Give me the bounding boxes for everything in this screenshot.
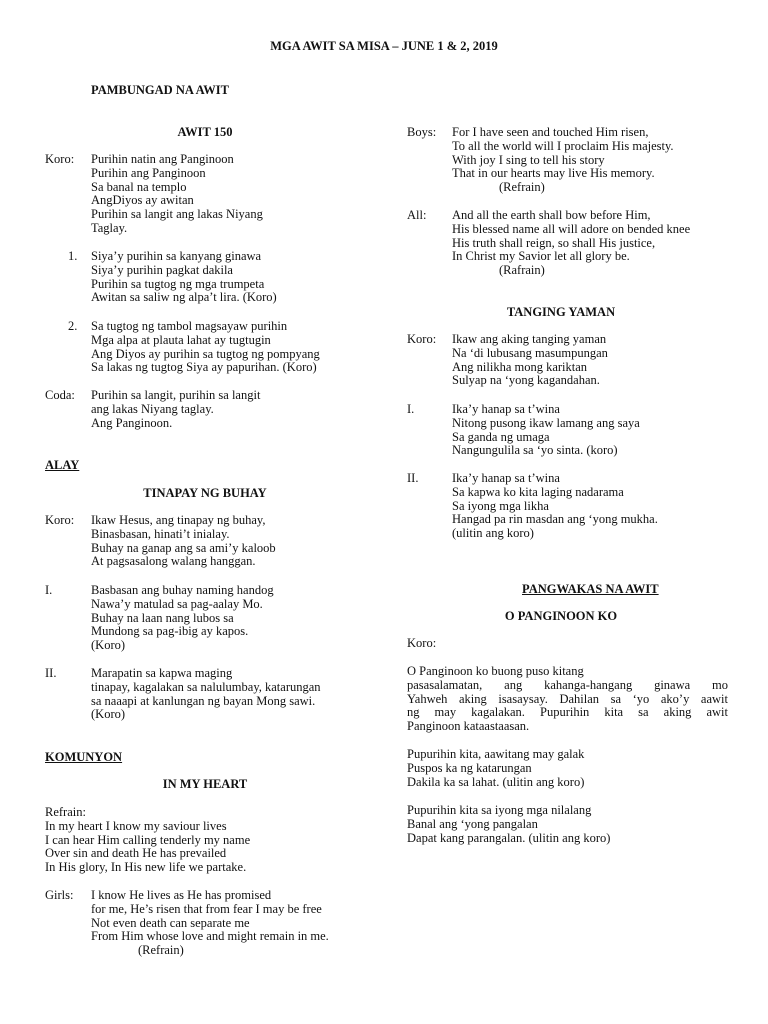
verse-lines — [452, 403, 640, 458]
lyric-line: ng may kagalakan. Pupurihin kita sa aking awit — [407, 705, 728, 720]
lyric-line: From Him whose love and might remain in me. — [91, 929, 329, 944]
lyric-line: Sa banal na templo — [91, 179, 187, 194]
lyric-line: (Koro) — [91, 707, 126, 722]
verse-lines — [452, 472, 658, 541]
lyric-line: Na ‘di lubusang masumpungan — [452, 345, 608, 360]
verse-number: I. — [407, 402, 415, 416]
lyric-line: Siya’y purihin sa kanyang ginawa — [91, 249, 262, 263]
lyric-line: Buhay na ganap ang sa ami’y kaloob — [91, 540, 276, 555]
lyric-line: Purihin sa langit, purihin sa langit — [91, 388, 261, 402]
lyric-line: In Christ my Savior let all glory be. — [452, 249, 630, 264]
verse-lines — [91, 667, 321, 722]
lyric-line: Nawa’y matulad sa pag-aalay Mo. — [91, 596, 263, 611]
koro-lines — [91, 153, 263, 236]
girls-lines — [91, 889, 329, 958]
all-label: All: — [407, 208, 427, 222]
refrain-label: Refrain: — [45, 805, 86, 819]
lyric-line: Panginoon kataastaasan. — [407, 719, 530, 734]
coda-lines — [91, 389, 260, 430]
boys-lines — [452, 126, 674, 195]
lyric-line: pasasalamatan, ang kahanga-hangang ginawa mo — [407, 677, 728, 692]
lyric-line: Sa lakas ng tugtog Siya ay papurihan. (Koro) — [91, 360, 317, 375]
lyric-line: tinapay, kagalakan sa nalulumbay, katarungan — [91, 679, 321, 694]
song-title-tanging-yaman: TANGING YAMAN — [506, 305, 616, 319]
lyric-line: Ang nilikha mong kariktan — [452, 359, 588, 374]
lyric-line: In my heart I know my saviour lives — [45, 818, 227, 833]
lyric-line: Taglay. — [91, 220, 128, 235]
lyric-line: I can hear Him calling tenderly my name — [45, 832, 251, 847]
lyric-line: Banal ang ‘yong pangalan — [407, 816, 538, 831]
verse-lines — [91, 320, 320, 375]
section-heading-alay: ALAY — [45, 458, 80, 472]
song-title-in-my-heart: IN MY HEART — [162, 777, 248, 791]
lyric-line: Ang Diyos ay purihin sa tugtog ng pompyang — [91, 346, 320, 361]
verse-lines — [91, 584, 274, 653]
lyric-line: Not even death can separate me — [91, 915, 250, 930]
section-heading-pambungad: PAMBUNGAD NA AWIT — [91, 83, 229, 97]
lyric-line: sa naaapi at kanlungan ng bayan Mong sawi. — [91, 693, 316, 708]
song-title-tinapay-ng-buhay: TINAPAY NG BUHAY — [143, 486, 267, 500]
lyric-line: Puspos ka ng katarungan — [407, 760, 532, 775]
lyric-line: And all the earth shall bow before Him, — [452, 208, 651, 222]
koro-label: Koro: — [407, 332, 437, 346]
song-title-awit-150: AWIT 150 — [177, 125, 233, 139]
lyric-line: Siya’y purihin pagkat dakila — [91, 262, 233, 277]
verse-number: 1. — [68, 249, 78, 263]
koro-label: Koro: — [45, 513, 75, 527]
all-lines — [452, 209, 690, 278]
lyric-line: Basbasan ang buhay naming handog — [91, 583, 274, 597]
lyric-line: I know He lives as He has promised — [91, 888, 272, 902]
lyric-line: In His glory, In His new life we partake. — [45, 860, 247, 875]
page-title: MGA AWIT SA MISA – JUNE 1 & 2, 2019 — [270, 39, 498, 53]
lyric-line: Ika’y hanap sa t’wina — [452, 402, 560, 416]
lyric-line: To all the world will I proclaim His majesty. — [452, 138, 674, 153]
lyric-line: Buhay na laan nang lubos sa — [91, 610, 234, 625]
lyric-line: Sa kapwa ko kita laging nadarama — [452, 484, 624, 499]
lyric-line: For I have seen and touched Him risen, — [452, 125, 649, 139]
verse-number: I. — [45, 583, 53, 597]
lyric-line: His blessed name all will adore on bended knee — [452, 221, 691, 236]
lyric-line: ang lakas Niyang taglay. — [91, 401, 214, 416]
lyric-line: Yahweh aking isasaysay. Dahilan sa ‘yo ako’y aawit — [407, 691, 728, 706]
lyric-line: Marapatin sa kapwa maging — [91, 666, 233, 680]
lyric-line: His truth shall reign, so shall His justice, — [452, 235, 656, 250]
lyric-line: Purihin sa langit ang lakas Niyang — [91, 207, 263, 222]
lyric-line: for me, He’s risen that from fear I may be free — [91, 901, 322, 916]
lyric-line: (ulitin ang koro) — [452, 526, 534, 541]
refrain-marker: (Refrain) — [138, 943, 184, 958]
song-title-o-panginoon-ko: O PANGINOON KO — [504, 609, 618, 623]
lyric-line: Dapat kang parangalan. (ulitin ang koro) — [407, 830, 611, 845]
lyric-line: Nitong pusong ikaw lamang ang saya — [452, 415, 640, 430]
lyric-line: Purihin ang Panginoon — [91, 165, 206, 180]
lyric-line: Ikaw Hesus, ang tinapay ng buhay, — [91, 513, 266, 527]
lyric-line: Dakila ka sa lahat. (ulitin ang koro) — [407, 774, 585, 789]
lyric-line: Over sin and death He has prevailed — [45, 846, 227, 861]
verse-number: II. — [45, 666, 57, 680]
lyric-line: AngDiyos ay awitan — [91, 193, 194, 208]
lyric-line: Sa iyong mga likha — [452, 498, 549, 513]
verse-lines — [91, 250, 277, 305]
lyric-line: Ikaw ang aking tanging yaman — [452, 332, 607, 346]
lyric-line: Pupurihin kita, aawitang may galak — [407, 747, 585, 761]
pangwakas-stanza-2 — [407, 804, 610, 845]
pangwakas-stanza-1 — [407, 748, 584, 789]
lyric-line: With joy I sing to tell his story — [452, 152, 605, 167]
koro-lines — [91, 514, 276, 569]
lyric-line: Binasbasan, hinati’t inialay. — [91, 526, 230, 541]
lyric-line: Mga alpa at plauta lahat ay tugtugin — [91, 332, 271, 347]
lyric-line: Sa ganda ng umaga — [452, 429, 550, 444]
coda-label: Coda: — [45, 388, 75, 402]
koro-label: Koro: — [45, 152, 75, 166]
section-heading-pangwakas: PANGWAKAS NA AWIT — [522, 582, 659, 596]
girls-label: Girls: — [45, 888, 74, 902]
lyric-line: Pupurihin kita sa iyong mga nilalang — [407, 803, 592, 817]
lyric-line: Ang Panginoon. — [91, 415, 173, 430]
lyric-line: That in our hearts may live His memory. — [452, 166, 655, 181]
section-heading-komunyon: KOMUNYON — [45, 750, 123, 764]
lyric-line: (Koro) — [91, 638, 126, 653]
lyric-line: Mundong sa pag-ibig ay kapos. — [91, 624, 249, 639]
lyric-line: Sa tugtog ng tambol magsayaw purihin — [91, 319, 288, 333]
lyric-line: Ika’y hanap sa t’wina — [452, 471, 560, 485]
lyric-line: Awitan sa saliw ng alpa’t lira. (Koro) — [91, 290, 277, 305]
refrain-marker: (Rafrain) — [499, 263, 545, 278]
lyric-line: Purihin sa tugtog ng mga trumpeta — [91, 276, 265, 291]
lyric-line: Purihin natin ang Panginoon — [91, 152, 234, 166]
lyric-line: O Panginoon ko buong puso kitang — [407, 664, 584, 678]
refrain-marker: (Refrain) — [499, 180, 545, 195]
pangwakas-koro-paragraph — [407, 665, 728, 734]
lyric-line: Sulyap na ‘yong kagandahan. — [452, 373, 600, 388]
verse-number: 2. — [68, 319, 78, 333]
lyric-line: Hangad pa rin masdan ang ‘yong mukha. — [452, 512, 658, 527]
koro-lines — [452, 333, 608, 388]
pangwakas-koro-label: Koro: — [407, 636, 437, 650]
verse-number: II. — [407, 471, 419, 485]
lyric-line: At pagsasalong walang hanggan. — [91, 554, 256, 569]
refrain-lines — [45, 806, 250, 875]
lyric-line: Nangungulila sa ‘yo sinta. (koro) — [452, 443, 618, 458]
boys-label: Boys: — [407, 125, 437, 139]
